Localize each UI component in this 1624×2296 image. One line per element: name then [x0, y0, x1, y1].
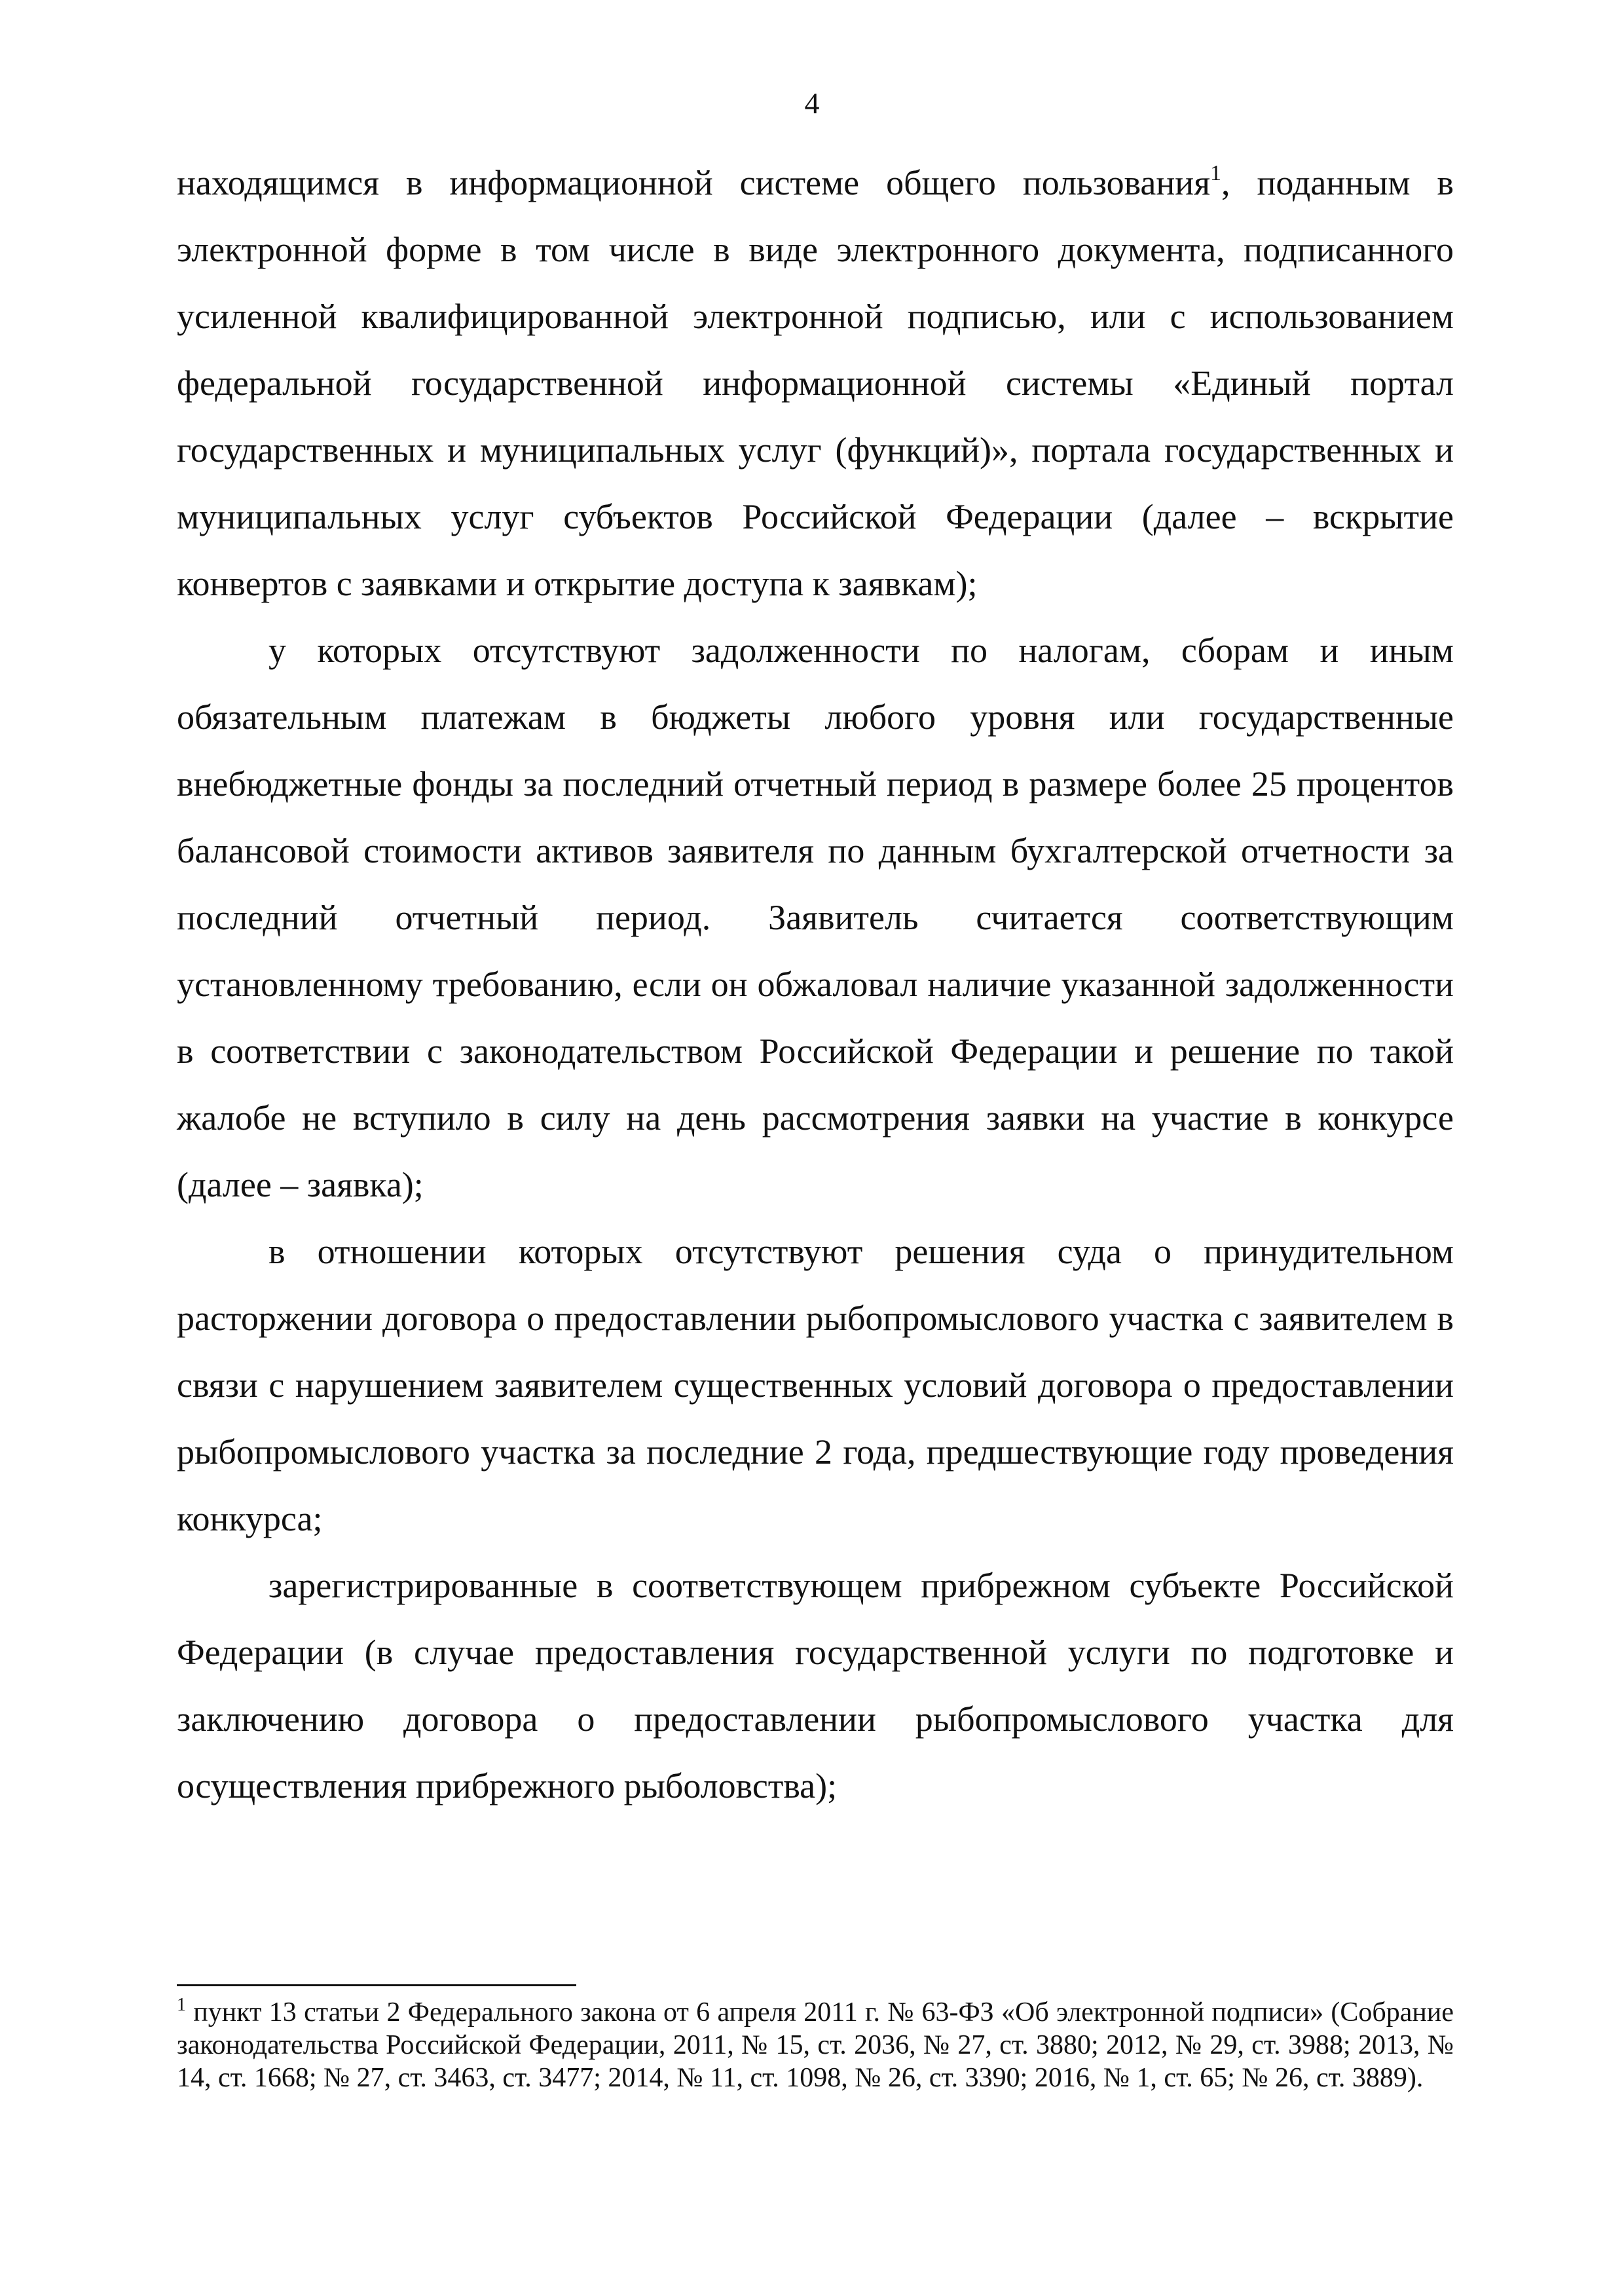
page-number: 4	[804, 86, 820, 120]
paragraph-1	[177, 149, 1454, 617]
footnote-separator	[177, 1984, 576, 1986]
footnote-mark: 1	[177, 1995, 186, 2015]
footnote-reference-mark: 1	[1210, 161, 1222, 185]
body-text	[177, 149, 1454, 1819]
paragraph-2: у которых отсутствуют задолженности по налогам, сборам и иным обязательным платежам в бюджеты любого уровня или государственные внебюджетные фонды за последний отчетный период в размере более 25 процентов балансовой стоимости активов заявителя по данным бухгалтерской отчетности за последний отчетный период. Заявитель считается соответствующим установленному требованию, если он обжаловал наличие указанной задолженности в соответствии с законодательством Российской Федерации и решение по такой жалобе не вступило в силу на день рассмотрения заявки на участие в конкурсе (далее – заявка);	[177, 631, 1454, 1204]
paragraph-1-text-after-mark: , поданным в электронной форме в том числе в виде электронного документа, подписанного усиленной квалифицированной электронной подписью, или с использованием федеральной государственной информационной системы «Единый портал государственных и муниципальных услуг (функций)», портала государственных и муниципальных услуг субъектов Российской Федерации (далее – вскрытие конвертов с заявками и открытие доступа к заявкам);	[177, 163, 1454, 603]
footnote	[177, 1996, 1454, 2094]
paragraph-4: зарегистрированные в соответствующем прибрежном субъекте Российской Федерации (в случае предоставления государственной услуги по подготовке и заключению договора о предоставлении рыбопромыслового участка для осуществления прибрежного рыболовства);	[177, 1566, 1454, 1805]
paragraph-1-text-before-mark: находящимся в информационной системе общего пользования	[177, 163, 1211, 202]
footnote-text: пункт 13 статьи 2 Федерального закона от 6 апреля 2011 г. № 63-ФЗ «Об электронной подписи» (Собрание законодательства Российской Федерации, 2011, № 15, ст. 2036, № 27, ст. 3880; 2012, № 29, ст. 3988; 2013, № 14, ст. 1668; № 27, ст. 3463, ст. 3477; 2014, № 11, ст. 1098, № 26, ст. 3390; 2016, № 1, ст. 65; № 26, ст. 3889).	[177, 1997, 1454, 2093]
paragraph-3: в отношении которых отсутствуют решения суда о принудительном расторжении договора о предоставлении рыбопромыслового участка с заявителем в связи с нарушением заявителем существенных условий договора о предоставлении рыбопромыслового участка за последние 2 года, предшествующие году проведения конкурса;	[177, 1232, 1454, 1538]
